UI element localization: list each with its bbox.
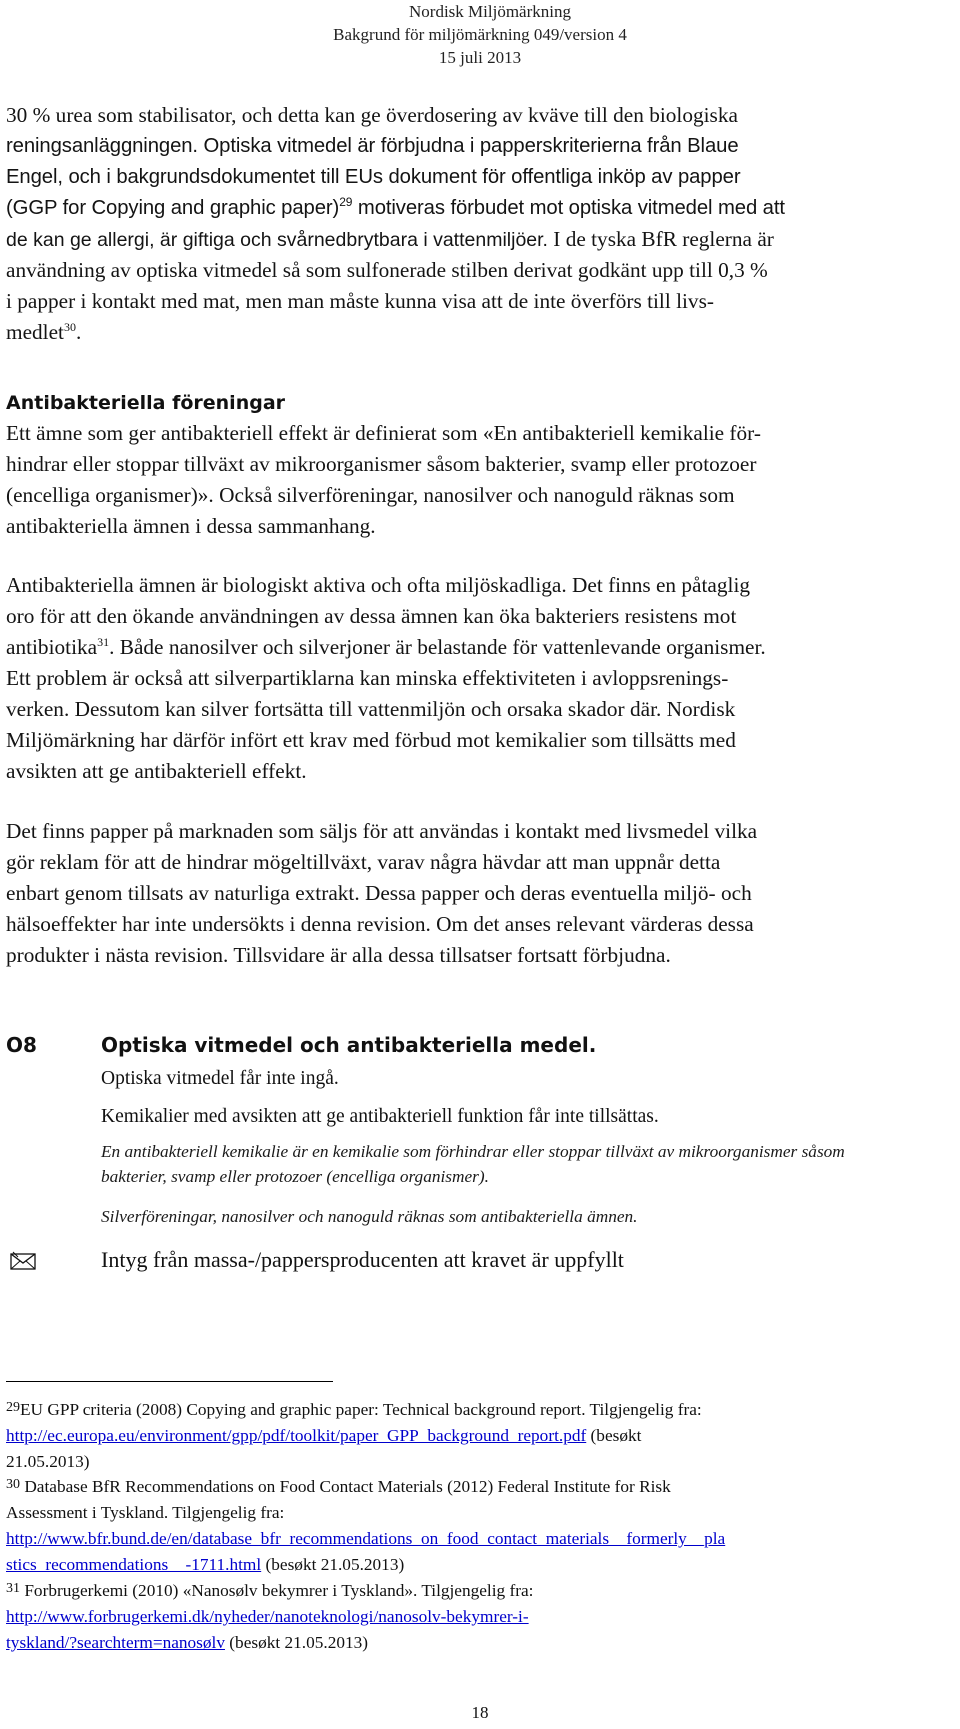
footnote-31-link[interactable]: http://www.forbrugerkemi.dk/nyheder/nanoteknologi/nanosolv-bekymrer-i- [6, 1607, 529, 1626]
requirement-line: Kemikalier med avsikten att ge antibakteriell funktion får inte tillsättas. [101, 1106, 659, 1127]
paragraph-line: (encelliga organismer)». Också silverföreningar, nanosilver och nanoguld räknas som [6, 483, 735, 507]
envelope-icon [10, 1251, 36, 1271]
footnote-31-link-cont[interactable]: tyskland/?searchterm=nanosølv [6, 1633, 225, 1652]
footnote-29-link-line: http://ec.europa.eu/environment/gpp/pdf/toolkit/paper_GPP_background_report.pdf (besøkt [6, 1426, 642, 1445]
footnote-29: $^{29}$EU GPP criteria (2008) Copying and graphic paper: Technical background report. Tilgjengelig fra: [6, 1400, 702, 1419]
paragraph-line: oro för att den ökande användningen av dessa ämnen kan öka bakteriers resistens mot [6, 604, 737, 628]
paragraph-line: verken. Dessutom kan silver fortsätta till vattenmiljön och orsaka skador där. Nordisk [6, 697, 736, 721]
footnote-ref: 31 [97, 635, 110, 649]
section-heading: Antibakteriella föreningar [6, 392, 286, 414]
paragraph-line: Det finns papper på marknaden som säljs för att användas i kontakt med livsmedel vilka [6, 819, 758, 843]
page-number: 18 [471, 1703, 489, 1722]
footnote-30-link-cont[interactable]: stics_recommendations__-1711.html [6, 1555, 262, 1574]
header-doc: Bakgrund för miljömärkning 049/version 4 [333, 25, 627, 44]
paragraph-line: hindrar eller stoppar tillväxt av mikroorganismer såsom bakterier, svamp eller protozoer [6, 452, 757, 476]
requirement-definition: En antibakteriell kemikalie är en kemikalie som förhindrar eller stoppar tillväxt av mikroorganismer såsom [101, 1142, 845, 1161]
footnote-ref: 30 [63, 320, 76, 334]
intro-line: 30 % urea som stabilisator, och detta kan ge överdosering av kväve till den biologiska [6, 103, 738, 127]
requirement-definition: bakterier, svamp eller protozoer (encelliga organismer). [101, 1167, 489, 1186]
footnote-30: $^{30}$ Database BfR Recommendations on Food Contact Materials (2012) Federal Institute for Risk [6, 1477, 671, 1496]
footnote-ref: 29 [339, 195, 353, 209]
requirement-line: Optiska vitmedel får inte ingå. [101, 1068, 339, 1089]
intro-line: medlet$^{30}$. [6, 320, 82, 344]
footnote-30-link-line [6, 1526, 956, 1552]
footnote-31-link-line: tyskland/?searchterm=nanosølv (besøkt 21.05.2013) [6, 1633, 369, 1652]
footnote-31: $^{31}$ Forbrugerkemi (2010) «Nanosølv bekymrer i Tyskland». Tilgjengelig fra: [6, 1581, 534, 1600]
footnote-30-line: Assessment i Tyskland. Tilgjengelig fra: [6, 1503, 285, 1522]
footnote-30-link[interactable]: http://www.bfr.bund.de/en/database_bfr_recommendations_on_food_contact_materials__formerly__pla [6, 1529, 726, 1548]
footnote-30-link-line: stics_recommendations__-1711.html (besøkt 21.05.2013) [6, 1555, 405, 1574]
intro-line: de kan ge allergi, är giftiga och svårnedbrytbara i vattenmiljöer. I de tyska BfR reglerna är [6, 227, 774, 251]
paragraph-line: gör reklam för att de hindrar mögeltillväxt, varav några hävdar att man uppnår detta [6, 850, 721, 874]
paragraph-line: Antibakteriella ämnen är biologiskt aktiva och ofta miljöskadliga. Det finns en påtaglig [6, 573, 751, 597]
requirement-title: Optiska vitmedel och antibakteriella medel. [101, 1033, 597, 1057]
intro-line: användning av optiska vitmedel så som sulfonerade stilben derivat godkänt upp till 0,3 % [6, 258, 768, 282]
paragraph-line: Miljömärkning har därför infört ett krav med förbud mot kemikalier som tillsätts med [6, 728, 736, 752]
footnote-29-date: 21.05.2013) [6, 1452, 90, 1471]
paragraph-line: enbart genom tillsats av naturliga extrakt. Dessa papper och deras eventuella miljö- och [6, 881, 752, 905]
paragraph-line: Ett ämne som ger antibakteriell effekt är definierat som «En antibakteriell kemikalie för- [6, 421, 761, 445]
paragraph-line: hälsoeffekter har inte undersökts i denna revision. Om det anses relevant värderas dessa [6, 912, 754, 936]
attestation-text: Intyg från massa-/pappersproducenten att kravet är uppfyllt [101, 1247, 624, 1272]
paragraph-line: Ett problem är också att silverpartiklarna kan minska effektiviteten i avloppsrenings- [6, 666, 729, 690]
paragraph-line: produkter i nästa revision. Tillsvidare är alla dessa tillsatser fortsatt förbjudna. [6, 943, 671, 967]
page-header [0, 0, 960, 69]
footnote-separator [6, 1381, 333, 1382]
paragraph-line: avsikten att ge antibakteriell effekt. [6, 759, 307, 783]
intro-line: reningsanläggningen. Optiska vitmedel är förbjudna i papperskriterierna från Blaue [6, 135, 739, 157]
requirement-note: Silverföreningar, nanosilver och nanoguld räknas som antibakteriella ämnen. [101, 1207, 638, 1226]
requirement-code: O8 [6, 1033, 37, 1057]
footnote-31-link-line [6, 1604, 956, 1630]
header-date: 15 juli 2013 [438, 48, 522, 67]
intro-line: Engel, och i bakgrundsdokumentet till EUs dokument för offentliga inköp av papper [6, 166, 741, 188]
paragraph-line: antibakteriella ämnen i dessa sammanhang. [6, 514, 376, 538]
intro-line: (GGP for Copying and graphic paper)$^{29}$ motiveras förbudet mot optiska vitmedel med att [6, 195, 785, 219]
paragraph-line: antibiotika$^{31}$. Både nanosilver och silverjoner är belastande för vattenlevande organismer. [6, 635, 766, 659]
header-org: Nordisk Miljömärkning [409, 2, 571, 21]
footnote-29-link[interactable]: http://ec.europa.eu/environment/gpp/pdf/toolkit/paper_GPP_background_report.pdf [6, 1426, 587, 1445]
intro-line: i papper i kontakt med mat, men man måste kunna visa att de inte överförs till livs- [6, 289, 714, 313]
